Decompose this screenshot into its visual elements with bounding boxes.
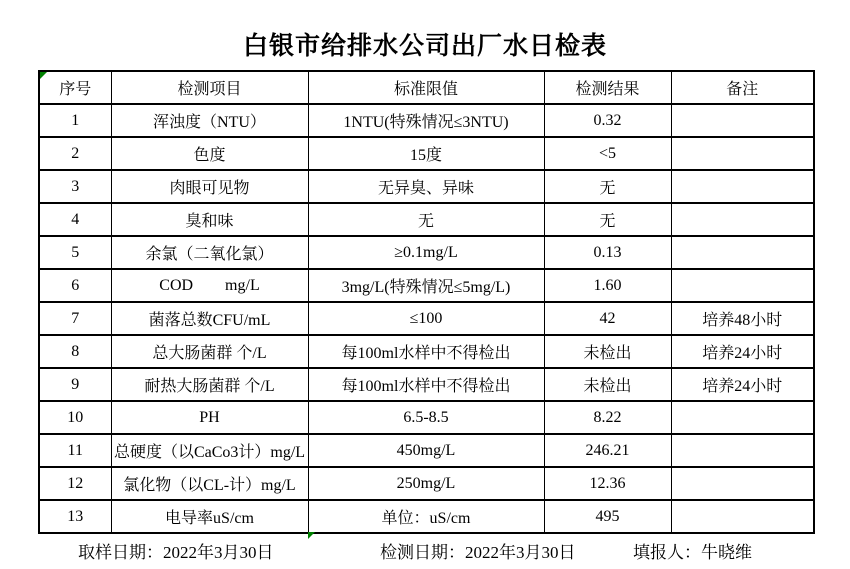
table-row bbox=[39, 368, 814, 401]
table-row bbox=[39, 203, 814, 236]
remark bbox=[671, 203, 814, 236]
row-number: 1 bbox=[39, 104, 111, 137]
test-result: 未检出 bbox=[544, 335, 671, 368]
row-number: 6 bbox=[39, 269, 111, 302]
row-number: 7 bbox=[39, 302, 111, 335]
table-row bbox=[39, 236, 814, 269]
standard-limit: 无异臭、异味 bbox=[308, 170, 544, 203]
row-number: 10 bbox=[39, 401, 111, 434]
table-row bbox=[39, 137, 814, 170]
row-number: 8 bbox=[39, 335, 111, 368]
remark: 培养48小时 bbox=[671, 302, 814, 335]
test-item: 电导率uS/cm bbox=[111, 500, 308, 533]
sampling-date: 取样日期：2022年3月30日 bbox=[78, 543, 274, 562]
standard-limit: ≥0.1mg/L bbox=[308, 236, 544, 269]
col-header-remark: 备注 bbox=[671, 71, 814, 104]
test-item: 余氯（二氧化氯） bbox=[111, 236, 308, 269]
row-number: 9 bbox=[39, 368, 111, 401]
test-result: 12.36 bbox=[544, 467, 671, 500]
table-row bbox=[39, 500, 814, 533]
col-header-limit: 标准限值 bbox=[308, 71, 544, 104]
table-row bbox=[39, 434, 814, 467]
test-item: 臭和味 bbox=[111, 203, 308, 236]
test-item: COD mg/L bbox=[111, 269, 308, 302]
standard-limit: 3mg/L(特殊情况≤5mg/L) bbox=[308, 269, 544, 302]
standard-limit: 1NTU(特殊情况≤3NTU) bbox=[308, 104, 544, 137]
standard-limit: 450mg/L bbox=[308, 434, 544, 467]
row-number: 11 bbox=[39, 434, 111, 467]
test-result: 42 bbox=[544, 302, 671, 335]
test-item: 浑浊度（NTU） bbox=[111, 104, 308, 137]
remark bbox=[671, 137, 814, 170]
remark bbox=[671, 269, 814, 302]
standard-limit: ≤100 bbox=[308, 302, 544, 335]
cell-corner-indicator-icon bbox=[40, 72, 47, 79]
table-row bbox=[39, 401, 814, 434]
test-item: 总硬度（以CaCo3计）mg/L bbox=[111, 434, 308, 467]
test-item: 菌落总数CFU/mL bbox=[111, 302, 308, 335]
test-item: 氯化物（以CL-计）mg/L bbox=[111, 467, 308, 500]
header-row bbox=[39, 71, 814, 104]
row-number: 3 bbox=[39, 170, 111, 203]
remark bbox=[671, 104, 814, 137]
col-header-no: 序号 bbox=[39, 71, 111, 104]
table-row bbox=[39, 467, 814, 500]
test-result: 无 bbox=[544, 203, 671, 236]
row-number: 4 bbox=[39, 203, 111, 236]
row-number: 12 bbox=[39, 467, 111, 500]
test-result: 246.21 bbox=[544, 434, 671, 467]
standard-limit: 每100ml水样中不得检出 bbox=[308, 335, 544, 368]
cell-corner-indicator-bottom-icon bbox=[308, 532, 315, 539]
inspection-table bbox=[38, 70, 815, 534]
standard-limit: 每100ml水样中不得检出 bbox=[308, 368, 544, 401]
page-title: 白银市给排水公司出厂水日检表 bbox=[242, 32, 607, 60]
test-result: 0.13 bbox=[544, 236, 671, 269]
test-result: 未检出 bbox=[544, 368, 671, 401]
test-result: 0.32 bbox=[544, 104, 671, 137]
standard-limit: 无 bbox=[308, 203, 544, 236]
test-item: 肉眼可见物 bbox=[111, 170, 308, 203]
remark: 培养24小时 bbox=[671, 335, 814, 368]
standard-limit: 单位：uS/cm bbox=[308, 500, 544, 533]
reporter: 填报人：牛晓维 bbox=[633, 543, 752, 562]
test-result: 495 bbox=[544, 500, 671, 533]
remark bbox=[671, 467, 814, 500]
table-container bbox=[38, 70, 815, 534]
test-item: 色度 bbox=[111, 137, 308, 170]
table-row bbox=[39, 104, 814, 137]
test-item: 总大肠菌群 个/L bbox=[111, 335, 308, 368]
remark bbox=[671, 401, 814, 434]
col-header-result: 检测结果 bbox=[544, 71, 671, 104]
row-number: 5 bbox=[39, 236, 111, 269]
remark bbox=[671, 236, 814, 269]
standard-limit: 15度 bbox=[308, 137, 544, 170]
standard-limit: 250mg/L bbox=[308, 467, 544, 500]
test-result: 无 bbox=[544, 170, 671, 203]
test-date: 检测日期：2022年3月30日 bbox=[380, 543, 576, 562]
row-number: 13 bbox=[39, 500, 111, 533]
remark bbox=[671, 434, 814, 467]
table-row bbox=[39, 335, 814, 368]
test-item: PH bbox=[111, 401, 308, 434]
test-item: 耐热大肠菌群 个/L bbox=[111, 368, 308, 401]
remark: 培养24小时 bbox=[671, 368, 814, 401]
remark bbox=[671, 170, 814, 203]
table-row bbox=[39, 170, 814, 203]
col-header-item: 检测项目 bbox=[111, 71, 308, 104]
test-result: 1.60 bbox=[544, 269, 671, 302]
test-result: 8.22 bbox=[544, 401, 671, 434]
table-row bbox=[39, 302, 814, 335]
remark bbox=[671, 500, 814, 533]
standard-limit: 6.5-8.5 bbox=[308, 401, 544, 434]
table-row bbox=[39, 269, 814, 302]
row-number: 2 bbox=[39, 137, 111, 170]
test-result: <5 bbox=[544, 137, 671, 170]
